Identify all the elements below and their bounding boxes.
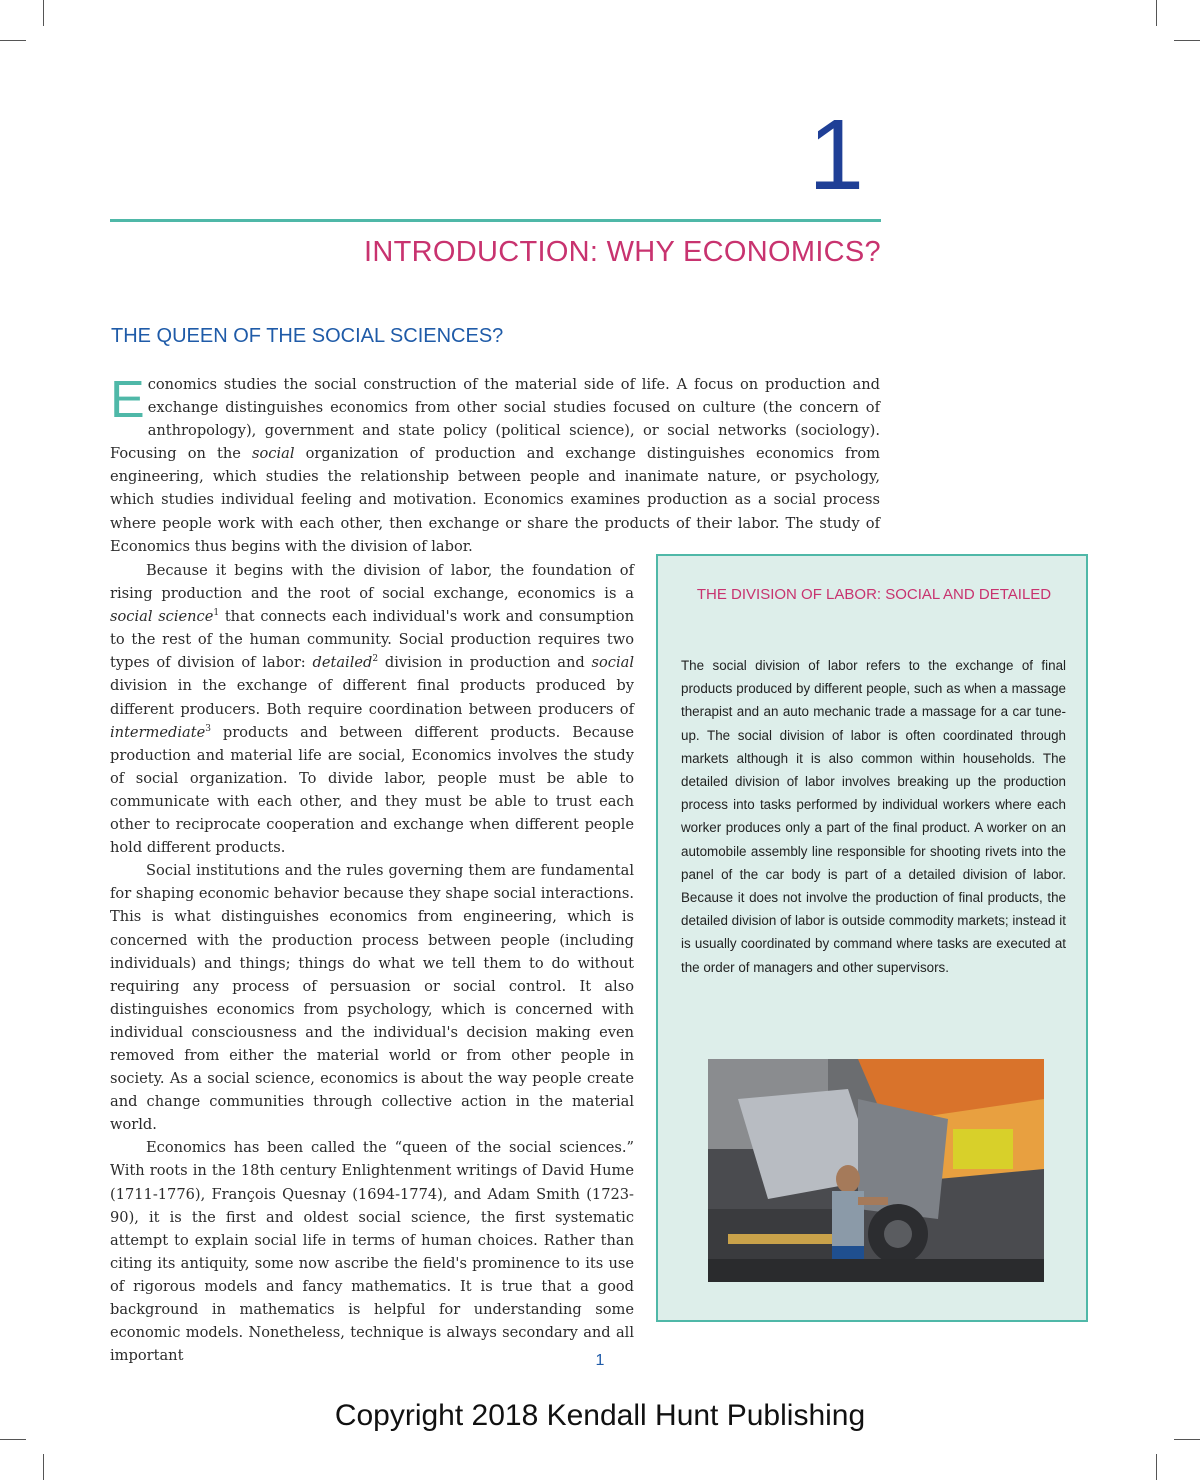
- crop-mark: [43, 0, 44, 26]
- footnote-ref[interactable]: 1: [213, 608, 220, 619]
- footnote-ref[interactable]: 2: [372, 654, 379, 665]
- crop-mark: [1174, 1439, 1200, 1440]
- term-detailed: detailed: [312, 654, 373, 672]
- crop-mark: [1156, 1454, 1157, 1480]
- drop-cap: E: [110, 371, 145, 429]
- term-social-science: social science: [110, 608, 214, 626]
- sidebar-box: [656, 554, 1088, 1322]
- body-paragraph-4: Economics has been called the “queen of the social sciences.” With roots in the 18th century Enlightenment writings of David Hume (1711-1776), François Quesnay (1694-1774), and Adam Smith (1723-90), it is the first and oldest social science, the first systematic attempt to explain social life in terms of human choices. Rather than citing its antiquity, some now ascribe the field's prominence to its use of rigorous models and fancy mathematics. It is true that a good background in mathematics is helpful for understanding some economic models. Nonetheless, technique is always secondary and all important: [110, 1139, 634, 1365]
- page-number: 1: [595, 1352, 605, 1369]
- crop-mark: [0, 40, 26, 41]
- body-column: [110, 559, 634, 1367]
- assembly-line-photo: [708, 1059, 1044, 1282]
- intro-paragraph: [110, 373, 880, 558]
- section-heading: THE QUEEN OF THE SOCIAL SCIENCES?: [111, 325, 504, 347]
- crop-mark: [1174, 40, 1200, 41]
- copyright-notice: Copyright 2018 Kendall Hunt Publishing: [334, 1399, 866, 1432]
- photo-illustration: [708, 1059, 1044, 1282]
- crop-mark: [1156, 0, 1157, 26]
- sidebar-body: The social division of labor refers to the exchange of final products produced by different people, such as when a massage therapist and an auto mechanic trade a massage for a car tune-up. The social division of labor is often coordinated through markets although it is also common within households. The detailed division of labor involves breaking up the production process into tasks performed by individual workers where each worker produces only a part of the final product. A worker on an automobile assembly line responsible for shooting rivets into the panel of the car body is part of a detailed division of labor. Because it does not involve the production of final products, the detailed division of labor is outside commodity markets; instead it is usually coordinated by command where tasks are executed at the order of managers and other supervisors.: [681, 658, 1066, 975]
- chapter-number: 1: [808, 99, 864, 211]
- chapter-rule: [110, 219, 881, 222]
- chapter-title: INTRODUCTION: WHY ECONOMICS?: [364, 236, 881, 268]
- term-social: social: [591, 654, 634, 672]
- crop-mark: [0, 1439, 26, 1440]
- crop-mark: [43, 1454, 44, 1480]
- sidebar-title: THE DIVISION OF LABOR: SOCIAL AND DETAILED: [696, 586, 1052, 603]
- intro-text-1: conomics studies the social construction of the material side of life. A focus on production and exchange distinguishes economics from other social studies focused on culture (the concern of anthropology), government and state policy (political science), or social networks (sociology). Focusing on the: [110, 376, 880, 463]
- intro-emphasis: social: [252, 445, 295, 463]
- body-paragraph-2: Because it begins with the division of labor, the foundation of rising production and the root of social exchange, economics is a social science$^1$ that connects each individual's work and consumption to the rest of the human community. Social production requires two types of division of labor: detailed$^2$ division in production and social division in the exchange of different final products produced by different producers. Both require coordination between producers of intermediate$^3$ products and between different products. Because production and material life are social, Economics involves the study of social organization. To divide labor, people must be able to communicate with each other, and they must be able to trust each other to reciprocate cooperation and exchange when different people hold different products.: [110, 562, 634, 857]
- term-intermediate: intermediate: [110, 723, 206, 741]
- intro-text-2: organization of production and exchange distinguishes economics from engineering, which studies the relationship between people and inanimate nature, or psychology, which studies individual feeling and motivation. Economics examines production as a social process where people work with each other, then exchange or share the products of their labor. The study of Economics thus begins with the division of labor.: [110, 445, 880, 555]
- body-paragraph-3: Social institutions and the rules governing them are fundamental for shaping economic behavior because they shape social interactions. This is what distinguishes economics from engineering, which is concerned with the production process between people (including individuals) and things; things do what we tell them to do without requiring any process of persuasion or social control. It also distinguishes economics from psychology, which is concerned with individual consciousness and the individual's decision making even removed from either the material world or from other people in society. As a social science, economics is about the way people create and change communities through collective action in the material world.: [110, 862, 634, 1134]
- footnote-ref[interactable]: 3: [205, 723, 211, 734]
